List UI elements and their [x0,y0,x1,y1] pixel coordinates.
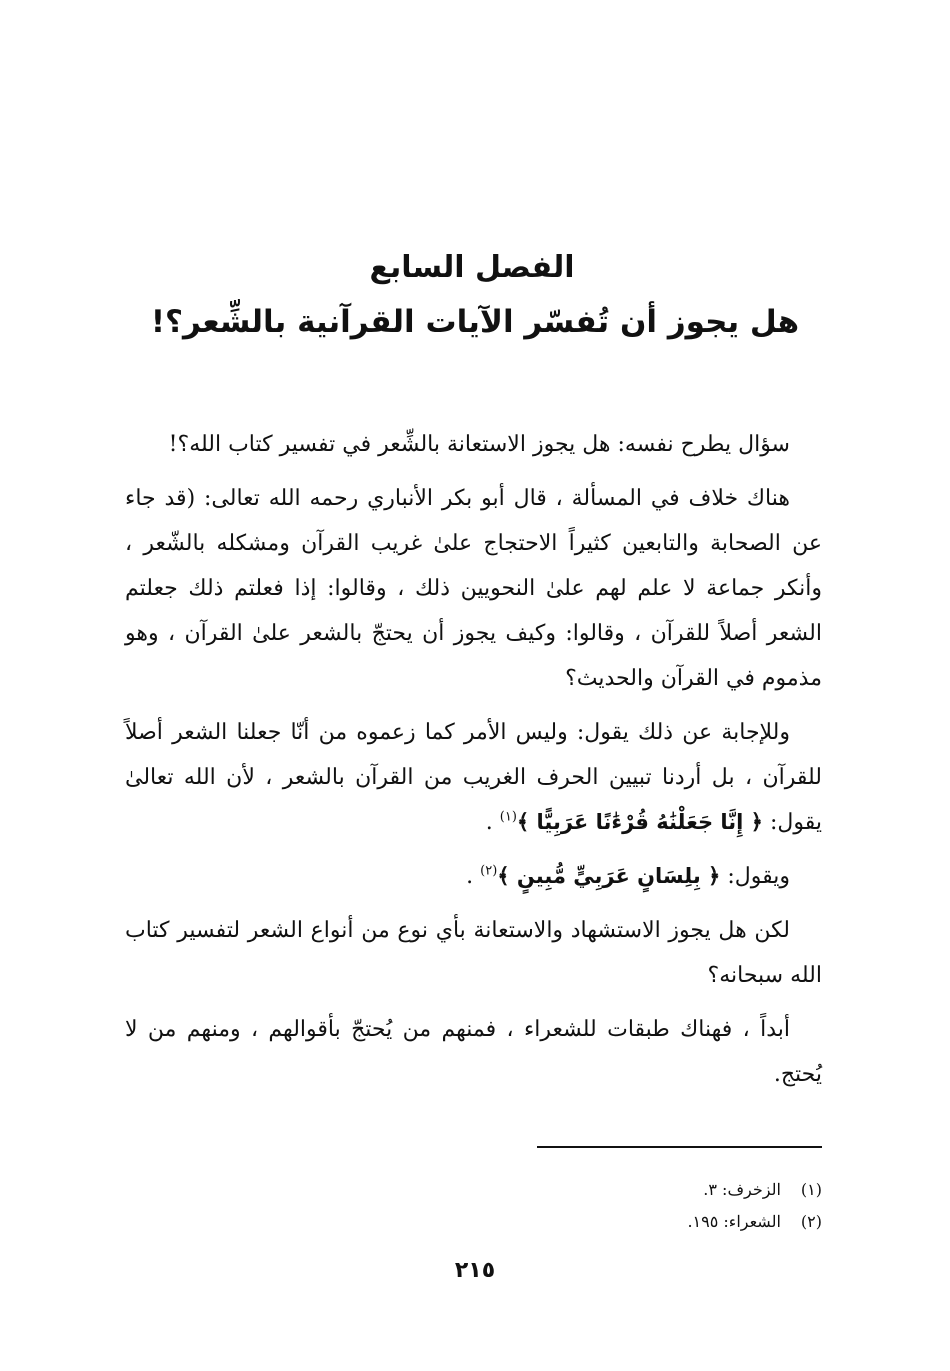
quran-verse: ﴿ بِلِسَانٍ عَرَبِيٍّ مُّبِينٍ ﴾ [497,864,721,888]
paragraph-poets-classes: أبداً ، فهناك طبقات للشعراء ، فمنهم من يُحتجّ بأقوالهم ، ومنهم من لا يُحتج. [125,1017,822,1087]
chapter-heading [0,245,950,349]
footnote-item [322,1206,822,1238]
footnote-ref: (٢) [480,863,498,879]
footnotes [322,1174,822,1238]
chapter-title: هل يجوز أن تُفسّر الآيات القرآنية بالشِّعر؟! [150,304,800,340]
footnote-divider [537,1146,822,1148]
paragraph-anbari-quote: هناك خلاف في المسألة ، قال أبو بكر الأنباري رحمه الله تعالى: (قد جاء عن الصحابة والتابعين كثيراً الاحتجاج علىٰ غريب القرآن ومشكله بالشّعر ، وأنكر جماعة لا علم لهم علىٰ النحويين ذلك ، وقالوا: إذا فعلتم ذلك جعلتم الشعر أصلاً للقرآن ، وقالوا: وكيف يجوز أن يحتجّ بالشعر علىٰ القرآن ، وهو مذموم في القرآن والحديث؟ [125,486,822,691]
paragraph-answer-end: . [485,810,493,835]
paragraph-poetry-question: لكن هل يجوز الاستشهاد والاستعانة بأي نوع من أنواع الشعر لتفسير كتاب الله سبحانه؟ [125,918,822,988]
quran-verse: ﴿ إِنَّا جَعَلْنَٰهُ قُرْءَٰنًا عَرَبِيًّا ﴾ [516,810,763,834]
page-number: ٢١٥ [454,1258,496,1283]
paragraph-second-verse-end: . [466,864,474,889]
paragraph-second-verse-text: ويقول: [727,864,790,889]
footnote-text: الزخرف: ٣. [703,1180,781,1199]
footnote-ref: (١) [499,809,517,825]
body-text [125,422,822,1106]
footnote-item [322,1174,822,1206]
paragraph-answer [125,710,822,845]
footnote-text: الشعراء: ١٩٥. [687,1212,781,1231]
paragraph-question: سؤال يطرح نفسه: هل يجوز الاستعانة بالشِّعر في تفسير كتاب الله؟! [168,432,790,457]
chapter-number: الفصل السابع [369,250,575,285]
paragraph-answer-text: وللإجابة عن ذلك يقول: وليس الأمر كما زعموه من أنّا جعلنا الشعر أصلاً للقرآن ، بل أردنا تبيين الحرف الغريب من القرآن بالشعر ، لأن الله تعالىٰ يقول: [125,720,822,835]
paragraph-second-verse [125,854,822,899]
footnote-number: (١) [800,1180,822,1199]
footnote-number: (٢) [800,1212,822,1231]
